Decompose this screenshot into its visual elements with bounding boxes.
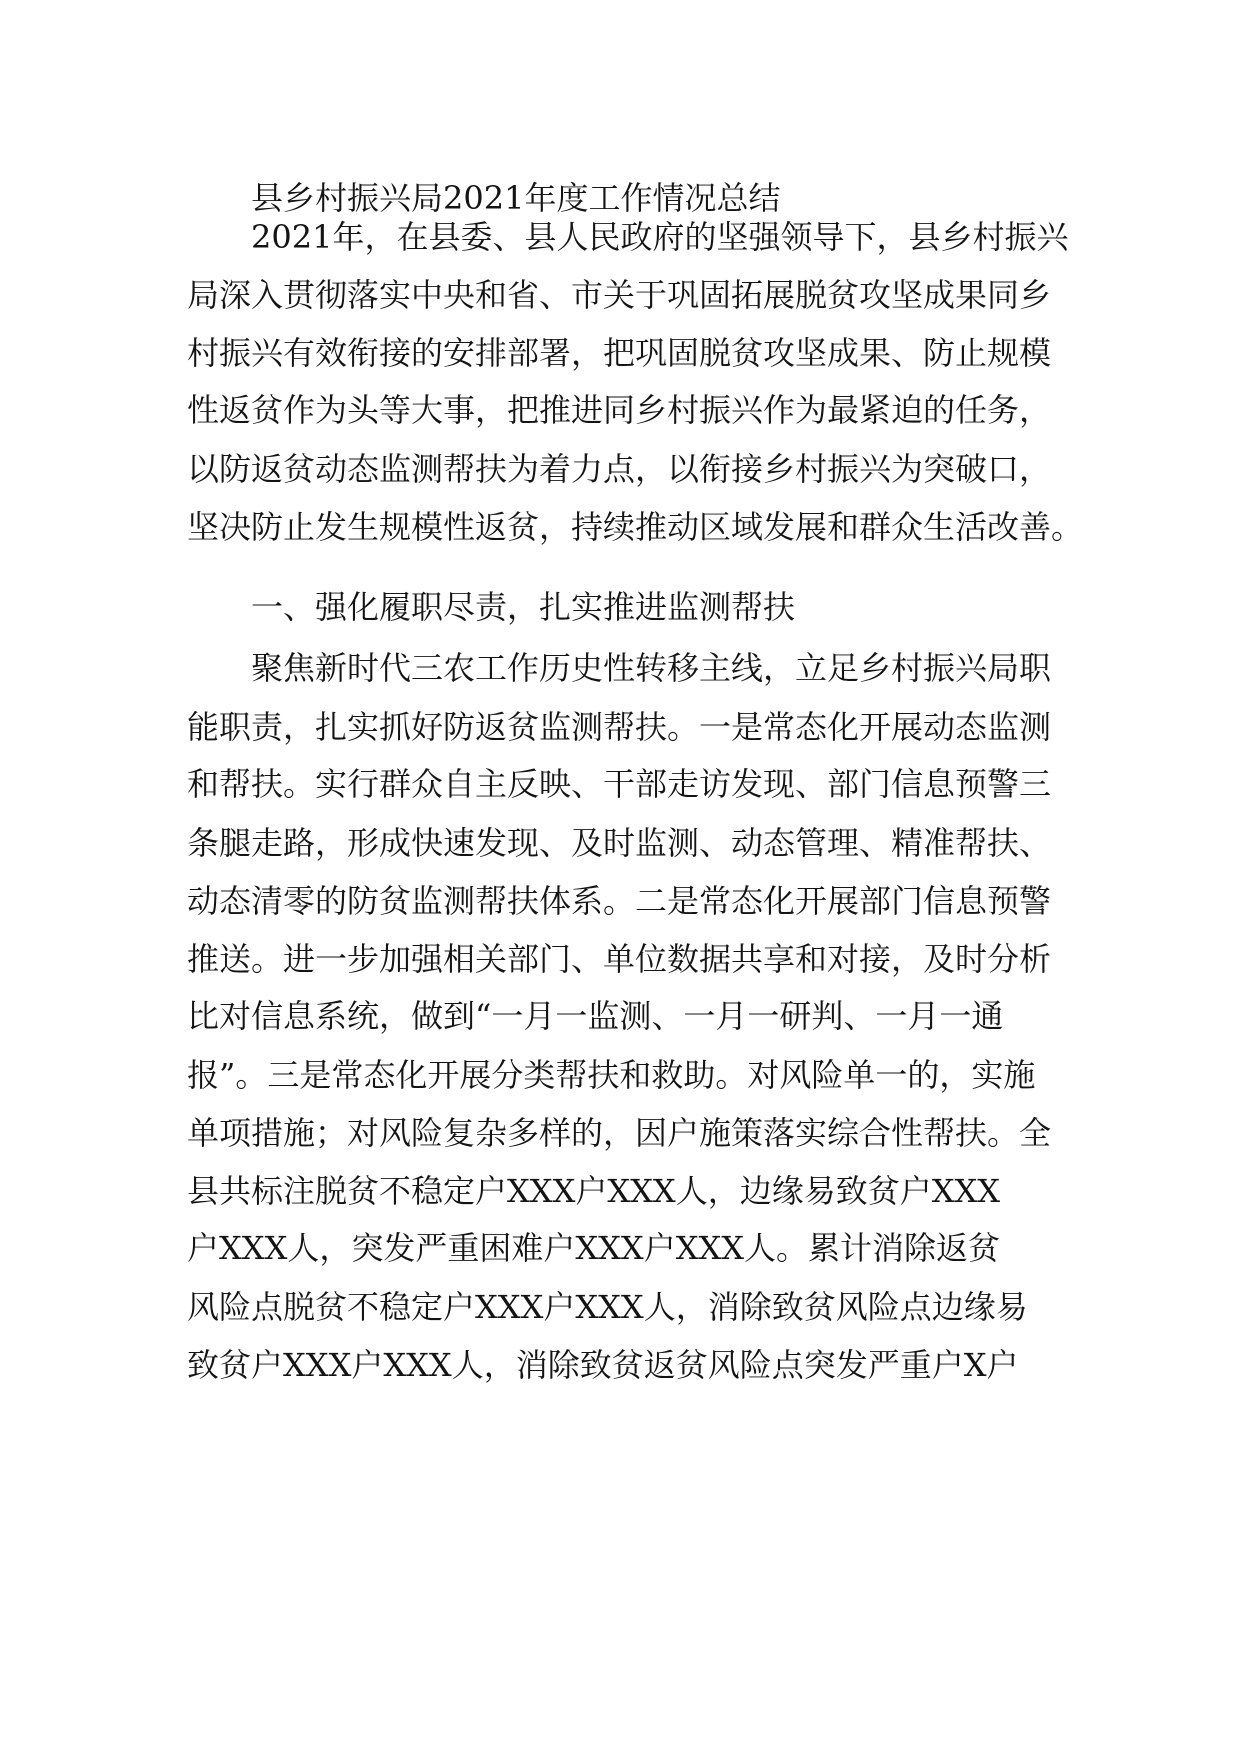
section1-line-9: 单项措施；对风险复杂多样的，因户施策落实综合性帮扶。全	[187, 1114, 1052, 1152]
intro-line-6: 坚决防止发生规模性返贫，持续推动区域发展和群众生活改善。	[187, 508, 1084, 546]
section1-line-1: 聚焦新时代三农工作历史性转移主线，立足乡村振兴局职	[251, 649, 1052, 687]
section1-line-8: 报”。三是常态化开展分类帮扶和救助。对风险单一的，实施	[187, 1056, 1036, 1094]
section1-line-12: 风险点脱贫不稳定户XXX户XXX人，消除致贫风险点边缘易	[187, 1288, 1028, 1326]
intro-line-4: 性返贫作为头等大事，把推进同乡村振兴作为最紧迫的任务，	[187, 391, 1052, 429]
section1-line-2: 能职责，扎实抓好防返贫监测帮扶。一是常态化开展动态监测	[187, 708, 1052, 746]
section1-line-3: 和帮扶。实行群众自主反映、干部走访发现、部门信息预警三	[187, 765, 1052, 803]
section-heading-1: 一、强化履职尽责，扎实推进监测帮扶	[251, 588, 796, 626]
intro-line-1: 2021年，在县委、县人民政府的坚强领导下，县乡村振兴	[251, 218, 1069, 256]
section1-line-6: 推送。进一步加强相关部门、单位数据共享和对接，及时分析	[187, 940, 1052, 978]
section1-line-10: 县共标注脱贫不稳定户XXX户XXX人，边缘易致贫户XXX	[187, 1172, 1001, 1210]
section1-line-5: 动态清零的防贫监测帮扶体系。二是常态化开展部门信息预警	[187, 882, 1052, 920]
intro-line-3: 村振兴有效衔接的安排部署，把巩固脱贫攻坚成果、防止规模	[187, 334, 1052, 372]
section1-line-11: 户XXX人，突发严重困难户XXX户XXX人。累计消除返贫	[187, 1229, 1001, 1267]
section1-line-13: 致贫户XXX户XXX人，消除致贫返贫风险点突发严重户X户	[187, 1346, 1019, 1384]
intro-line-5: 以防返贫动态监测帮扶为着力点，以衔接乡村振兴为突破口，	[187, 450, 1052, 488]
document-title: 县乡村振兴局2021年度工作情况总结	[251, 179, 781, 217]
section1-line-7: 比对信息系统，做到“一月一监测、一月一研判、一月一通	[187, 997, 1004, 1035]
intro-line-2: 局深入贯彻落实中央和省、市关于巩固拓展脱贫攻坚成果同乡	[187, 276, 1052, 314]
section1-line-4: 条腿走路，形成快速发现、及时监测、动态管理、精准帮扶、	[187, 824, 1052, 862]
